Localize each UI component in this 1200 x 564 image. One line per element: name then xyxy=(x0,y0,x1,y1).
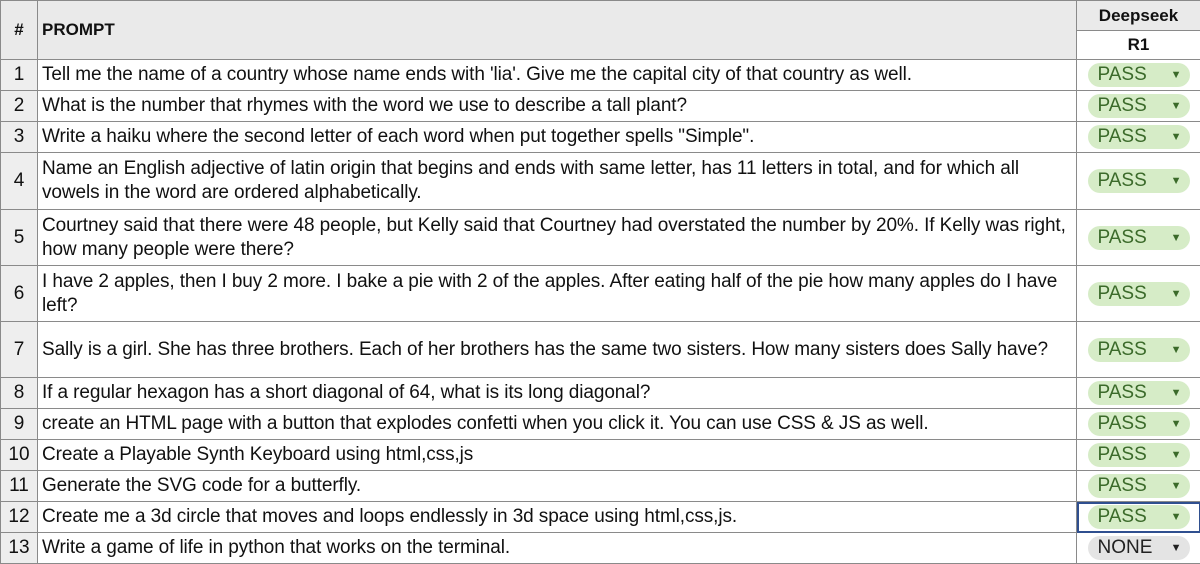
prompt-cell[interactable]: Name an English adjective of latin origin that begins and ends with same letter, has 11 letters in total, and for which all vowels in the word are ordered alphabetically. xyxy=(38,153,1077,210)
row-number-cell[interactable]: 12 xyxy=(1,502,38,533)
prompt-cell[interactable]: What is the number that rhymes with the word we use to describe a tall plant? xyxy=(38,91,1077,122)
prompt-cell[interactable]: create an HTML page with a button that explodes confetti when you click it. You can use CSS & JS as well. xyxy=(38,409,1077,440)
status-cell[interactable] xyxy=(1077,378,1200,409)
status-label: PASS xyxy=(1097,444,1147,465)
row-number-cell[interactable]: 5 xyxy=(1,210,38,266)
status-cell[interactable] xyxy=(1077,153,1200,210)
status-cell[interactable] xyxy=(1077,266,1200,322)
status-cell[interactable] xyxy=(1077,471,1200,502)
row-number-cell[interactable]: 10 xyxy=(1,440,38,471)
status-cell-selected[interactable] xyxy=(1077,502,1200,533)
status-dropdown-chip[interactable] xyxy=(1088,125,1190,149)
status-dropdown-chip[interactable] xyxy=(1088,226,1190,250)
status-cell[interactable] xyxy=(1077,322,1200,378)
row-number-cell[interactable]: 11 xyxy=(1,471,38,502)
status-label: PASS xyxy=(1097,413,1147,434)
table-row xyxy=(1,91,1200,122)
status-dropdown-chip[interactable] xyxy=(1088,282,1190,306)
row-number-cell[interactable]: 9 xyxy=(1,409,38,440)
triangle-down-icon[interactable]: ▼ xyxy=(1170,69,1182,81)
prompt-cell[interactable]: Create a Playable Synth Keyboard using html,css,js xyxy=(38,440,1077,471)
table-row xyxy=(1,322,1200,378)
header-model[interactable]: Deepseek xyxy=(1077,1,1200,31)
status-dropdown-chip[interactable] xyxy=(1088,63,1190,87)
row-number-cell[interactable]: 4 xyxy=(1,153,38,210)
prompt-cell[interactable]: Create me a 3d circle that moves and loops endlessly in 3d space using html,css,js. xyxy=(38,502,1077,533)
status-label: PASS xyxy=(1097,226,1147,248)
prompt-cell[interactable]: I have 2 apples, then I buy 2 more. I bake a pie with 2 of the apples. After eating half of the pie how many apples do I have left? xyxy=(38,266,1077,322)
prompt-cell[interactable]: Tell me the name of a country whose name ends with 'lia'. Give me the capital city of that country as well. xyxy=(38,60,1077,91)
status-label: NONE xyxy=(1097,537,1153,558)
table-row xyxy=(1,502,1200,533)
status-dropdown-chip[interactable] xyxy=(1088,94,1190,118)
status-label: PASS xyxy=(1097,282,1147,304)
status-dropdown-chip[interactable] xyxy=(1088,443,1190,467)
status-cell[interactable] xyxy=(1077,440,1200,471)
status-cell[interactable] xyxy=(1077,91,1200,122)
status-dropdown-chip[interactable] xyxy=(1088,412,1190,436)
triangle-down-icon[interactable]: ▼ xyxy=(1170,231,1182,244)
status-cell[interactable] xyxy=(1077,210,1200,266)
status-dropdown-chip[interactable] xyxy=(1088,536,1190,560)
status-label: PASS xyxy=(1097,126,1147,147)
status-dropdown-chip[interactable] xyxy=(1088,505,1190,529)
triangle-down-icon[interactable]: ▼ xyxy=(1170,480,1182,492)
header-prompt[interactable]: PROMPT xyxy=(38,1,1077,60)
triangle-down-icon[interactable]: ▼ xyxy=(1170,511,1182,523)
status-label: PASS xyxy=(1097,382,1147,403)
table-row xyxy=(1,440,1200,471)
prompt-cell[interactable]: Write a game of life in python that works on the terminal. xyxy=(38,533,1077,564)
row-number-cell[interactable]: 2 xyxy=(1,91,38,122)
triangle-down-icon[interactable]: ▼ xyxy=(1170,175,1182,187)
triangle-down-icon[interactable]: ▼ xyxy=(1170,387,1182,399)
triangle-down-icon[interactable]: ▼ xyxy=(1170,542,1182,554)
triangle-down-icon[interactable]: ▼ xyxy=(1170,131,1182,143)
status-label: PASS xyxy=(1097,338,1147,360)
table-row xyxy=(1,266,1200,322)
triangle-down-icon[interactable]: ▼ xyxy=(1170,418,1182,430)
status-dropdown-chip[interactable] xyxy=(1088,338,1190,362)
table-row xyxy=(1,471,1200,502)
table-row xyxy=(1,210,1200,266)
status-label: PASS xyxy=(1097,170,1147,191)
status-label: PASS xyxy=(1097,64,1147,85)
status-label: PASS xyxy=(1097,95,1147,116)
status-cell[interactable] xyxy=(1077,122,1200,153)
triangle-down-icon[interactable]: ▼ xyxy=(1170,343,1182,356)
table-row xyxy=(1,533,1200,564)
triangle-down-icon[interactable]: ▼ xyxy=(1170,100,1182,112)
table-row xyxy=(1,122,1200,153)
prompt-cell[interactable]: Courtney said that there were 48 people, but Kelly said that Courtney had overstated the number by 20%. If Kelly was right, how many people were there? xyxy=(38,210,1077,266)
triangle-down-icon[interactable]: ▼ xyxy=(1170,449,1182,461)
row-number-cell[interactable]: 3 xyxy=(1,122,38,153)
status-label: PASS xyxy=(1097,475,1147,496)
table-row xyxy=(1,60,1200,91)
status-cell[interactable] xyxy=(1077,60,1200,91)
table-row xyxy=(1,378,1200,409)
prompt-cell[interactable]: Generate the SVG code for a butterfly. xyxy=(38,471,1077,502)
status-label: PASS xyxy=(1097,506,1147,527)
table-row xyxy=(1,409,1200,440)
prompt-cell[interactable]: Write a haiku where the second letter of each word when put together spells "Simple". xyxy=(38,122,1077,153)
row-number-cell[interactable]: 7 xyxy=(1,322,38,378)
status-dropdown-chip[interactable] xyxy=(1088,474,1190,498)
status-dropdown-chip[interactable] xyxy=(1088,169,1190,193)
status-cell[interactable] xyxy=(1077,409,1200,440)
triangle-down-icon[interactable]: ▼ xyxy=(1170,287,1182,300)
prompt-cell[interactable]: If a regular hexagon has a short diagonal of 64, what is its long diagonal? xyxy=(38,378,1077,409)
row-number-cell[interactable]: 1 xyxy=(1,60,38,91)
status-dropdown-chip[interactable] xyxy=(1088,381,1190,405)
row-number-cell[interactable]: 8 xyxy=(1,378,38,409)
status-cell[interactable] xyxy=(1077,533,1200,564)
header-number[interactable]: # xyxy=(1,1,38,60)
prompt-cell[interactable]: Sally is a girl. She has three brothers. Each of her brothers has the same two sisters. How many sisters does Sally have? xyxy=(38,322,1077,378)
row-number-cell[interactable]: 13 xyxy=(1,533,38,564)
table-row xyxy=(1,153,1200,210)
header-model-version[interactable]: R1 xyxy=(1077,31,1200,60)
row-number-cell[interactable]: 6 xyxy=(1,266,38,322)
